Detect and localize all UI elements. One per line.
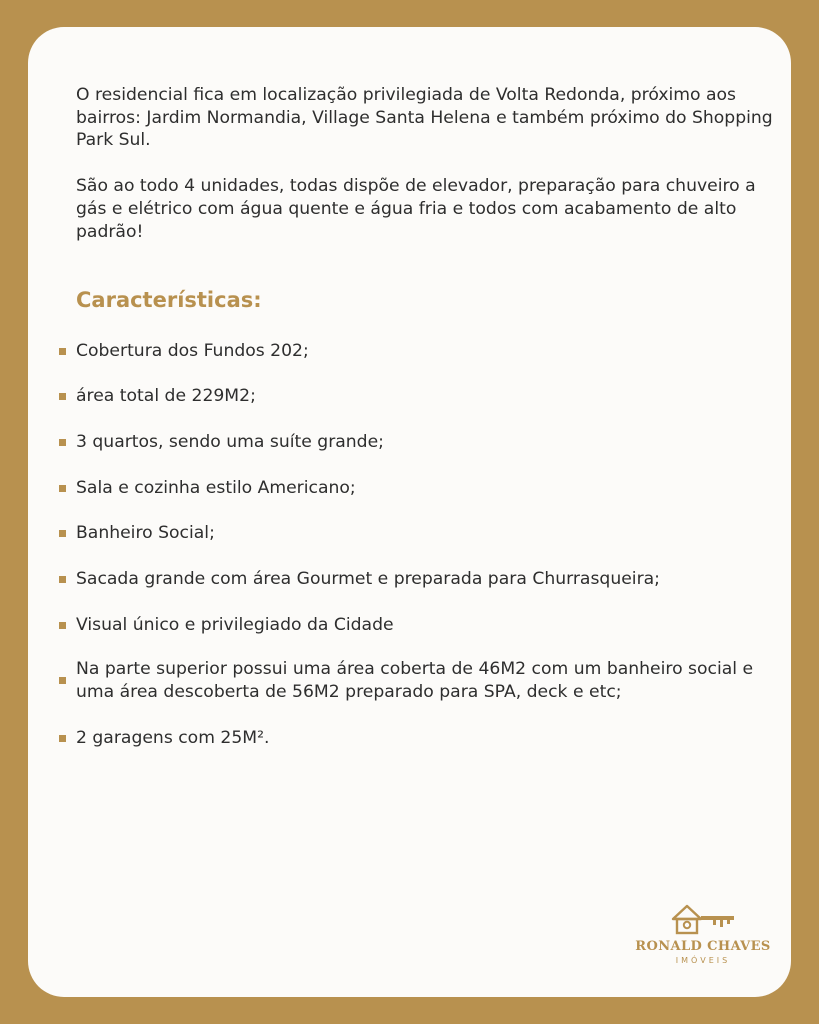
feature-item bbox=[59, 477, 779, 500]
square-bullet-icon bbox=[59, 677, 66, 684]
feature-text: Sala e cozinha estilo Americano; bbox=[76, 478, 356, 498]
company-logo bbox=[633, 903, 773, 965]
square-bullet-icon bbox=[59, 348, 66, 355]
feature-item bbox=[59, 431, 779, 454]
logo-subtitle: IMÓVEIS bbox=[675, 956, 731, 965]
feature-item bbox=[59, 727, 779, 750]
feature-text: 3 quartos, sendo uma suíte grande; bbox=[76, 432, 384, 452]
square-bullet-icon bbox=[59, 735, 66, 742]
feature-text: área total de 229M2; bbox=[76, 386, 256, 406]
feature-item bbox=[59, 522, 779, 545]
feature-text: Banheiro Social; bbox=[76, 523, 215, 543]
feature-text: Visual único e privilegiado da Cidade bbox=[76, 615, 394, 635]
content-card bbox=[28, 27, 791, 997]
square-bullet-icon bbox=[59, 485, 66, 492]
square-bullet-icon bbox=[59, 393, 66, 400]
feature-item bbox=[59, 385, 779, 408]
feature-text: Cobertura dos Fundos 202; bbox=[76, 341, 309, 361]
square-bullet-icon bbox=[59, 439, 66, 446]
feature-item bbox=[59, 568, 779, 591]
intro-paragraph-2: São ao todo 4 unidades, todas dispõe de elevador, preparação para chuveiro a gás e elétrico com água quente e água fria e todos com acabamento de alto padrão! bbox=[76, 176, 756, 242]
feature-item bbox=[59, 340, 779, 363]
square-bullet-icon bbox=[59, 622, 66, 629]
square-bullet-icon bbox=[59, 576, 66, 583]
features-title: Características: bbox=[76, 288, 262, 312]
logo-name: RONALD CHAVES bbox=[635, 939, 771, 954]
feature-text: 2 garagens com 25M². bbox=[76, 728, 270, 748]
square-bullet-icon bbox=[59, 530, 66, 537]
intro-text bbox=[76, 84, 776, 266]
house-key-logo-icon bbox=[670, 903, 736, 937]
feature-item bbox=[59, 614, 779, 637]
feature-item bbox=[59, 658, 779, 703]
feature-text: Sacada grande com área Gourmet e preparada para Churrasqueira; bbox=[76, 569, 660, 589]
feature-text: Na parte superior possui uma área coberta de 46M2 com um banheiro social e uma área descoberta de 56M2 preparado para SPA, deck e etc; bbox=[76, 659, 754, 702]
intro-paragraph-1: O residencial fica em localização privilegiada de Volta Redonda, próximo aos bairros: Jardim Normandia, Village Santa Helena e também próximo do Shopping Park Sul. bbox=[76, 85, 773, 151]
